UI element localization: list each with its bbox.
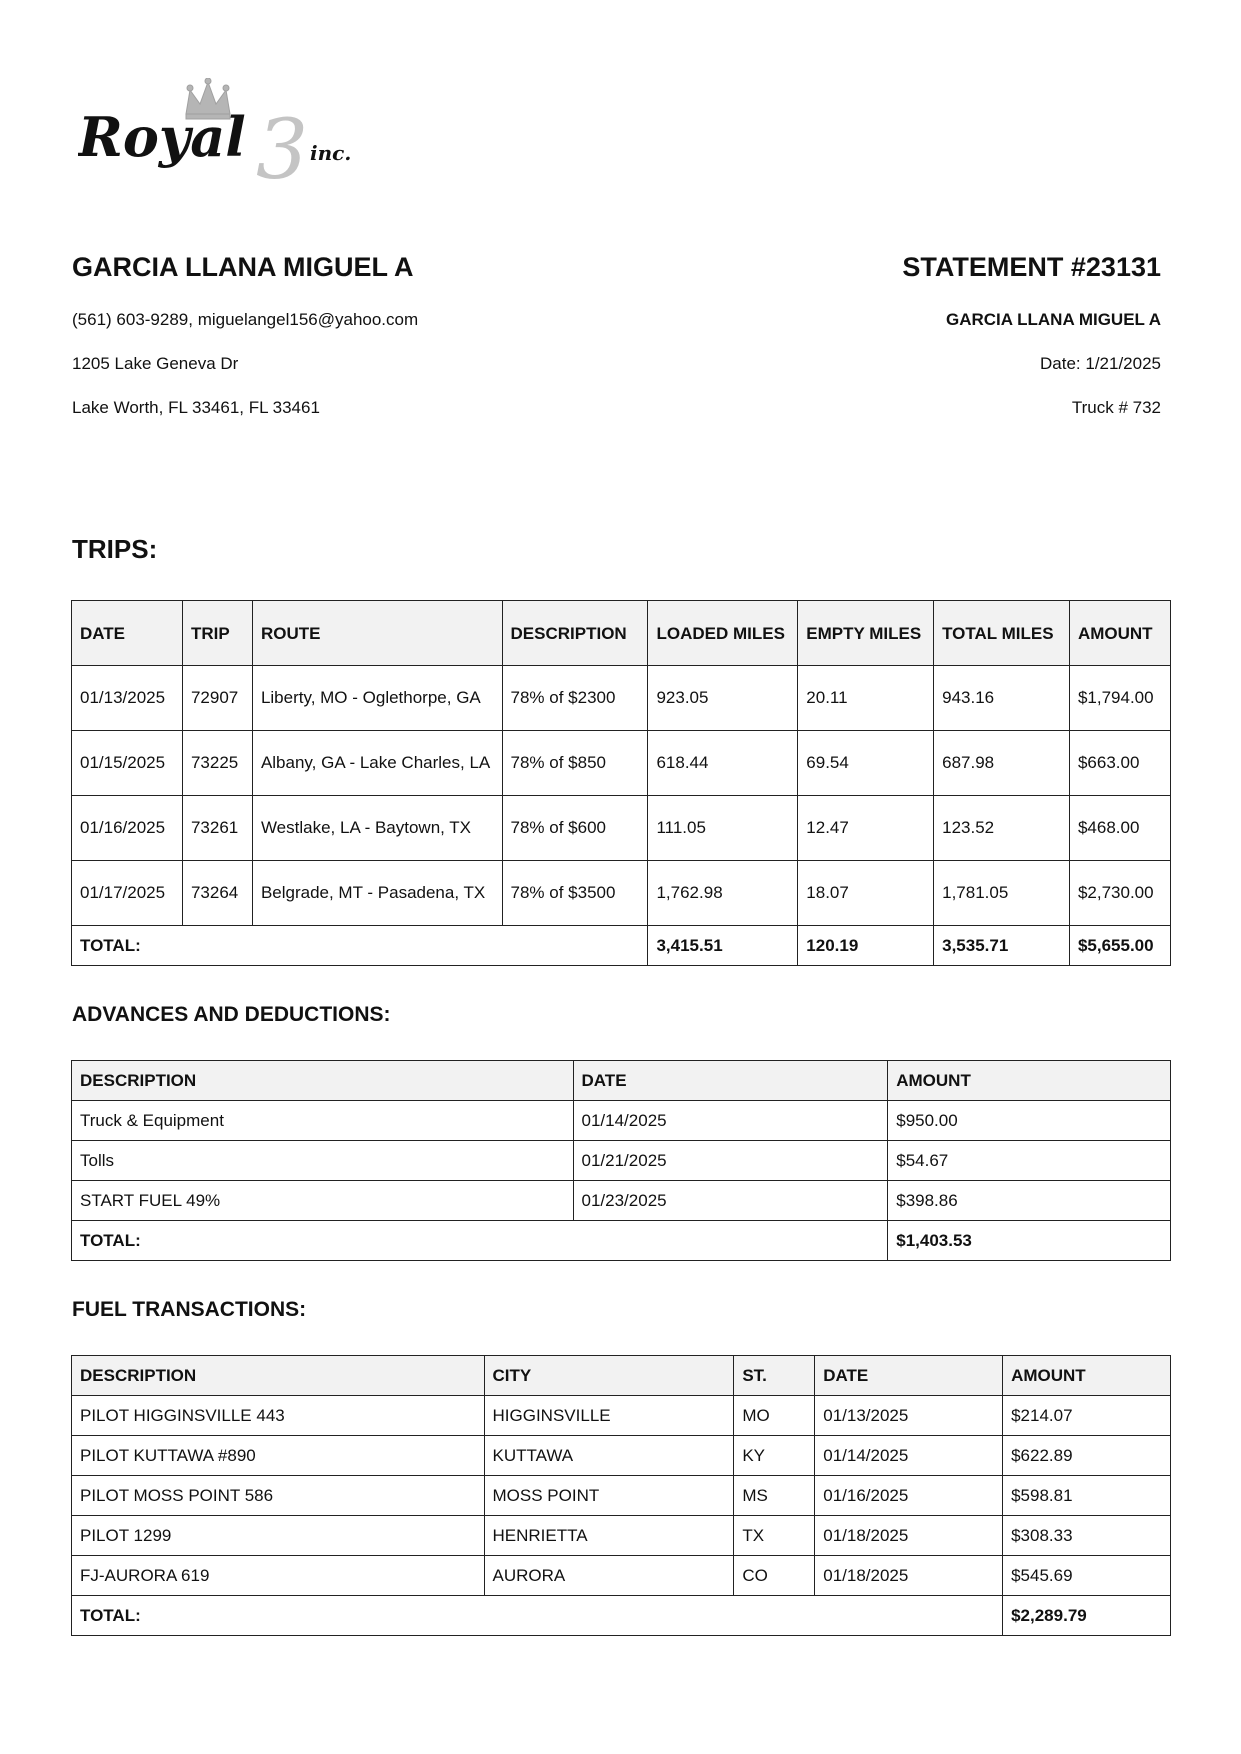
- fuel-header-row: [72, 1356, 1171, 1396]
- cell-trip: 73261: [182, 796, 252, 861]
- cell-description: FJ-AURORA 619: [72, 1556, 485, 1596]
- advances-section-title: ADVANCES AND DEDUCTIONS:: [72, 1003, 391, 1026]
- fuel-table: [71, 1355, 1171, 1636]
- cell-city: KUTTAWA: [484, 1436, 734, 1476]
- cell-amount: $950.00: [888, 1101, 1171, 1141]
- cell-city: HIGGINSVILLE: [484, 1396, 734, 1436]
- trips-total-loaded: 3,415.51: [648, 926, 798, 966]
- cell-empty-miles: 12.47: [798, 796, 934, 861]
- col-header-date: DATE: [815, 1356, 1003, 1396]
- cell-description: Truck & Equipment: [72, 1101, 574, 1141]
- col-header-date: DATE: [573, 1061, 888, 1101]
- cell-state: KY: [734, 1436, 815, 1476]
- table-row: [72, 1476, 1171, 1516]
- cell-state: MO: [734, 1396, 815, 1436]
- cell-total-miles: 1,781.05: [934, 861, 1070, 926]
- col-header-empty-miles: EMPTY MILES: [798, 601, 934, 666]
- cell-amount: $545.69: [1003, 1556, 1171, 1596]
- cell-amount: $598.81: [1003, 1476, 1171, 1516]
- cell-loaded-miles: 923.05: [648, 666, 798, 731]
- cell-amount: $54.67: [888, 1141, 1171, 1181]
- cell-description: PILOT HIGGINSVILLE 443: [72, 1396, 485, 1436]
- cell-date: 01/14/2025: [815, 1436, 1003, 1476]
- cell-trip: 73225: [182, 731, 252, 796]
- cell-amount: $622.89: [1003, 1436, 1171, 1476]
- driver-address-line2: Lake Worth, FL 33461, FL 33461: [72, 398, 320, 417]
- cell-loaded-miles: 111.05: [648, 796, 798, 861]
- advances-total-amount: $1,403.53: [888, 1221, 1171, 1261]
- fuel-section-title: FUEL TRANSACTIONS:: [72, 1298, 307, 1321]
- col-header-date: DATE: [72, 601, 183, 666]
- fuel-total-row: [72, 1596, 1171, 1636]
- cell-state: MS: [734, 1476, 815, 1516]
- cell-date: 01/16/2025: [72, 796, 183, 861]
- company-logo: [78, 78, 378, 188]
- trips-header-row: [72, 601, 1171, 666]
- cell-description: PILOT MOSS POINT 586: [72, 1476, 485, 1516]
- cell-date: 01/14/2025: [573, 1101, 888, 1141]
- trips-total-amount: $5,655.00: [1069, 926, 1170, 966]
- cell-loaded-miles: 1,762.98: [648, 861, 798, 926]
- cell-amount: $663.00: [1069, 731, 1170, 796]
- trips-total-label: TOTAL:: [72, 926, 648, 966]
- cell-date: 01/16/2025: [815, 1476, 1003, 1516]
- cell-date: 01/18/2025: [815, 1556, 1003, 1596]
- cell-amount: $398.86: [888, 1181, 1171, 1221]
- cell-description: 78% of $850: [502, 731, 648, 796]
- table-row: [72, 1396, 1171, 1436]
- cell-date: 01/15/2025: [72, 731, 183, 796]
- col-header-total-miles: TOTAL MILES: [934, 601, 1070, 666]
- cell-empty-miles: 18.07: [798, 861, 934, 926]
- cell-state: TX: [734, 1516, 815, 1556]
- statement-title: STATEMENT #23131: [902, 252, 1161, 282]
- logo-suffix: inc.: [310, 141, 352, 165]
- statement-truck: Truck # 732: [1071, 398, 1161, 417]
- advances-total-label: TOTAL:: [72, 1221, 888, 1261]
- cell-description: 78% of $3500: [502, 861, 648, 926]
- col-header-trip: TRIP: [182, 601, 252, 666]
- cell-amount: $1,794.00: [1069, 666, 1170, 731]
- col-header-description: DESCRIPTION: [72, 1061, 574, 1101]
- cell-date: 01/17/2025: [72, 861, 183, 926]
- trips-total-empty: 120.19: [798, 926, 934, 966]
- col-header-amount: AMOUNT: [1003, 1356, 1171, 1396]
- cell-route: Belgrade, MT - Pasadena, TX: [252, 861, 502, 926]
- col-header-state: ST.: [734, 1356, 815, 1396]
- crown-logo-icon: [78, 78, 378, 188]
- cell-amount: $214.07: [1003, 1396, 1171, 1436]
- cell-route: Liberty, MO - Oglethorpe, GA: [252, 666, 502, 731]
- cell-empty-miles: 20.11: [798, 666, 934, 731]
- trips-section-title: TRIPS:: [72, 534, 158, 564]
- trips-table: [71, 600, 1171, 966]
- col-header-description: DESCRIPTION: [502, 601, 648, 666]
- cell-date: 01/18/2025: [815, 1516, 1003, 1556]
- trips-total-row: [72, 926, 1171, 966]
- col-header-description: DESCRIPTION: [72, 1356, 485, 1396]
- statement-date: Date: 1/21/2025: [1040, 354, 1161, 373]
- cell-date: 01/21/2025: [573, 1141, 888, 1181]
- table-row: [72, 1181, 1171, 1221]
- driver-name: GARCIA LLANA MIGUEL A: [72, 252, 414, 282]
- cell-total-miles: 687.98: [934, 731, 1070, 796]
- cell-empty-miles: 69.54: [798, 731, 934, 796]
- driver-info: [72, 250, 418, 418]
- table-row: [72, 666, 1171, 731]
- trips-total-miles: 3,535.71: [934, 926, 1070, 966]
- table-row: [72, 1516, 1171, 1556]
- cell-date: 01/23/2025: [573, 1181, 888, 1221]
- cell-amount: $2,730.00: [1069, 861, 1170, 926]
- cell-description: 78% of $600: [502, 796, 648, 861]
- col-header-route: ROUTE: [252, 601, 502, 666]
- cell-trip: 73264: [182, 861, 252, 926]
- cell-city: MOSS POINT: [484, 1476, 734, 1516]
- table-row: [72, 731, 1171, 796]
- cell-date: 01/13/2025: [815, 1396, 1003, 1436]
- cell-date: 01/13/2025: [72, 666, 183, 731]
- advances-header-row: [72, 1061, 1171, 1101]
- driver-address-line1: 1205 Lake Geneva Dr: [72, 354, 239, 373]
- statement-info: [902, 250, 1161, 418]
- cell-description: PILOT KUTTAWA #890: [72, 1436, 485, 1476]
- cell-route: Westlake, LA - Baytown, TX: [252, 796, 502, 861]
- fuel-total-label: TOTAL:: [72, 1596, 1003, 1636]
- table-row: [72, 1141, 1171, 1181]
- cell-description: PILOT 1299: [72, 1516, 485, 1556]
- cell-state: CO: [734, 1556, 815, 1596]
- advances-total-row: [72, 1221, 1171, 1261]
- statement-name: GARCIA LLANA MIGUEL A: [945, 310, 1161, 329]
- table-row: [72, 861, 1171, 926]
- cell-loaded-miles: 618.44: [648, 731, 798, 796]
- driver-contact: (561) 603-9289, miguelangel156@yahoo.com: [72, 310, 419, 329]
- fuel-total-amount: $2,289.79: [1003, 1596, 1171, 1636]
- logo-wordmark: Royal: [78, 105, 246, 169]
- col-header-city: CITY: [484, 1356, 734, 1396]
- table-row: [72, 1101, 1171, 1141]
- cell-amount: $308.33: [1003, 1516, 1171, 1556]
- cell-total-miles: 943.16: [934, 666, 1070, 731]
- cell-description: Tolls: [72, 1141, 574, 1181]
- table-row: [72, 1556, 1171, 1596]
- cell-route: Albany, GA - Lake Charles, LA: [252, 731, 502, 796]
- cell-total-miles: 123.52: [934, 796, 1070, 861]
- advances-table: [71, 1060, 1171, 1261]
- table-row: [72, 796, 1171, 861]
- cell-trip: 72907: [182, 666, 252, 731]
- cell-city: HENRIETTA: [484, 1516, 734, 1556]
- table-row: [72, 1436, 1171, 1476]
- cell-description: START FUEL 49%: [72, 1181, 574, 1221]
- cell-city: AURORA: [484, 1556, 734, 1596]
- col-header-loaded-miles: LOADED MILES: [648, 601, 798, 666]
- cell-amount: $468.00: [1069, 796, 1170, 861]
- cell-description: 78% of $2300: [502, 666, 648, 731]
- col-header-amount: AMOUNT: [888, 1061, 1171, 1101]
- logo-numeral: 3: [256, 103, 309, 188]
- col-header-amount: AMOUNT: [1069, 601, 1170, 666]
